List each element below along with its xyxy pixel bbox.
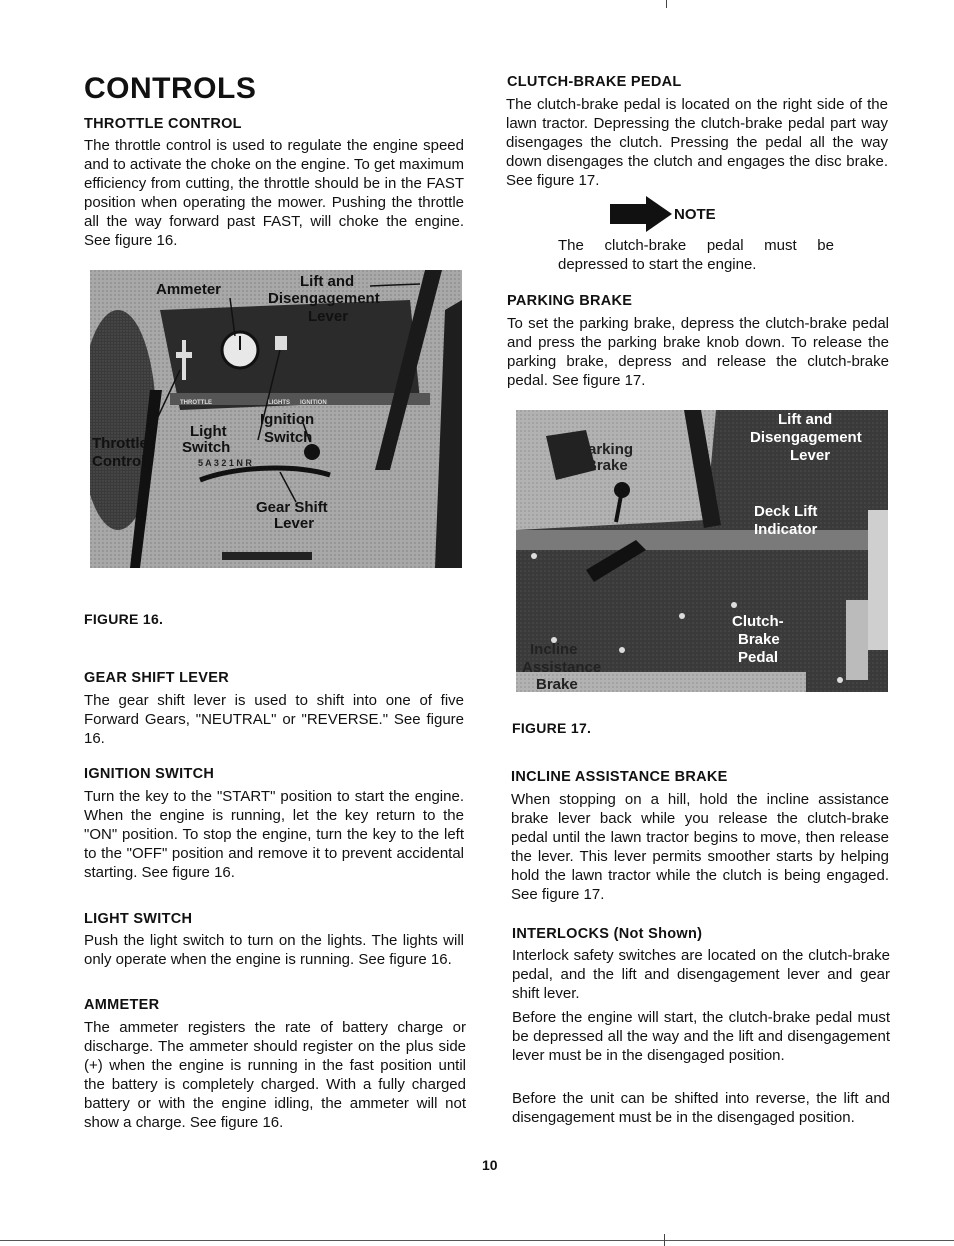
fig16-label-lift-1: Lift and	[300, 273, 355, 290]
bottom-tick-mark	[664, 1234, 665, 1246]
fig17-label-parking-2: Brake	[586, 457, 628, 474]
fig16-label-light-2: Switch	[182, 439, 231, 456]
bottom-rule	[0, 1240, 954, 1241]
fig17-label-deck-1: Deck Lift	[754, 503, 818, 520]
note-label: NOTE	[674, 206, 716, 223]
figure-17-caption: FIGURE 17.	[512, 720, 592, 736]
fig16-label-ignition-2: Switch	[264, 429, 313, 446]
fig17-label-lift-2: Disengagement	[750, 429, 862, 446]
fig16-label-light-1: Light	[190, 423, 227, 440]
interlocks-body-1: Interlock safety switches are located on the clutch-brake pedal, and the lift and disengagement lever and gear shift lever.	[512, 947, 890, 1002]
interlocks-body-3: Before the unit can be shifted into reverse, the lift and disengagement must be in the disengaged position.	[512, 1090, 890, 1126]
fig16-label-lift-2: Disengagement	[268, 290, 380, 307]
fig16-label-gear-2: Lever	[274, 515, 315, 532]
fig16-label-ammeter: Ammeter	[156, 281, 222, 298]
ignition-body: Turn the key to the "START" position to start the engine. When the engine is running, let the key return to the "ON" position. To stop the engine, turn the key to the left to the "OFF" position and remove it to prevent accidental starting. See figure 16.	[84, 788, 464, 881]
throttle-heading: THROTTLE CONTROL	[84, 116, 242, 132]
panel-ignition-text: IGNITION	[300, 400, 327, 406]
clutch-brake-body: The clutch-brake pedal is located on the right side of the lawn tractor. Depressing the clutch-brake pedal part way disengages the clutch. Pressing the pedal all the way down disengages the clutch and engages the disc brake. See figure 17.	[506, 96, 888, 189]
fig17-label-clutch-2: Brake	[738, 631, 780, 648]
panel-gears-text: 5 A 3 2 1 N R	[198, 458, 252, 468]
top-tick-mark	[666, 0, 667, 8]
clutch-brake-heading: CLUTCH-BRAKE PEDAL	[507, 74, 682, 90]
fig17-label-clutch-3: Pedal	[738, 649, 779, 666]
fig16-label-ignition-1: Ignition	[260, 411, 315, 428]
figure-16-photo	[90, 270, 462, 568]
figure-16-caption: FIGURE 16.	[84, 611, 164, 627]
ignition-heading: IGNITION SWITCH	[84, 766, 215, 782]
panel-lights-text: LIGHTS	[268, 400, 290, 406]
fig17-label-incline-1: Incline	[530, 641, 578, 658]
page-title: CONTROLS	[84, 72, 257, 105]
figure-16-graphic	[90, 270, 462, 568]
interlocks-heading: INTERLOCKS (Not Shown)	[512, 926, 703, 942]
parking-brake-heading: PARKING BRAKE	[507, 293, 633, 309]
fig17-label-clutch-1: Clutch-	[732, 613, 784, 630]
fig16-label-throttle-2: Control	[92, 453, 146, 470]
figure-17-photo	[516, 410, 888, 692]
fig17-label-incline-2: Assistance	[522, 659, 602, 676]
fig17-label-parking-1: Parking	[578, 441, 634, 458]
panel-throttle-text: THROTTLE	[180, 400, 212, 406]
ammeter-body: The ammeter registers the rate of battery charge or discharge. The ammeter should register on the plus side (+) when the engine is running in the fast position until the battery is completely charged. With a fully charged battery or with the engine idling, the ammeter will not show a charge. See figure 16.	[84, 1019, 466, 1131]
incline-body: When stopping on a hill, hold the incline assistance brake lever back while you release the clutch-brake pedal until the lawn tractor begins to move, then release the lever. This lever permits smoother starts by helping hold the lawn tractor while the clutch is being engaged. See figure 17.	[511, 791, 889, 903]
fig17-label-lift-3: Lever	[790, 447, 831, 464]
light-switch-body: Push the light switch to turn on the lights. The lights will only operate when the engine is running. See figure 16.	[84, 932, 464, 968]
light-switch-heading: LIGHT SWITCH	[84, 911, 193, 927]
note-callout	[610, 194, 810, 234]
gear-shift-body: The gear shift lever is used to shift into one of five Forward Gears, "NEUTRAL" or "REVERSE." See figure 16.	[84, 692, 464, 747]
note-body: The clutch-brake pedal must be depressed to start the engine.	[558, 237, 834, 273]
throttle-body: The throttle control is used to regulate the engine speed and to activate the choke on the engine. To get maximum efficiency from cutting, the throttle should be in the FAST position when operating the mower. Pushing the throttle all the way forward past FAST, will choke the engine. See figure 16.	[84, 137, 464, 249]
incline-heading: INCLINE ASSISTANCE BRAKE	[511, 769, 728, 785]
fig17-label-incline-3: Brake	[536, 676, 578, 692]
page-number: 10	[482, 1157, 498, 1173]
arrow-right-icon	[610, 194, 672, 234]
fig16-label-lift-3: Lever	[308, 308, 349, 325]
figure-17-graphic	[516, 410, 888, 692]
fig17-label-lift-1: Lift and	[778, 411, 833, 428]
fig16-label-gear-1: Gear Shift	[256, 499, 328, 516]
ammeter-heading: AMMETER	[84, 997, 160, 1013]
fig17-label-deck-2: Indicator	[754, 521, 818, 538]
gear-shift-heading: GEAR SHIFT LEVER	[84, 670, 229, 686]
parking-brake-body: To set the parking brake, depress the clutch-brake pedal and press the parking brake knob down. To release the parking brake, depress and release the clutch-brake pedal. See figure 17.	[507, 315, 889, 389]
fig16-label-throttle-1: Throttle	[92, 435, 148, 452]
interlocks-body-2: Before the engine will start, the clutch-brake pedal must be depressed all the way and the lift and disengagement lever must be in the disengaged position.	[512, 1009, 890, 1064]
